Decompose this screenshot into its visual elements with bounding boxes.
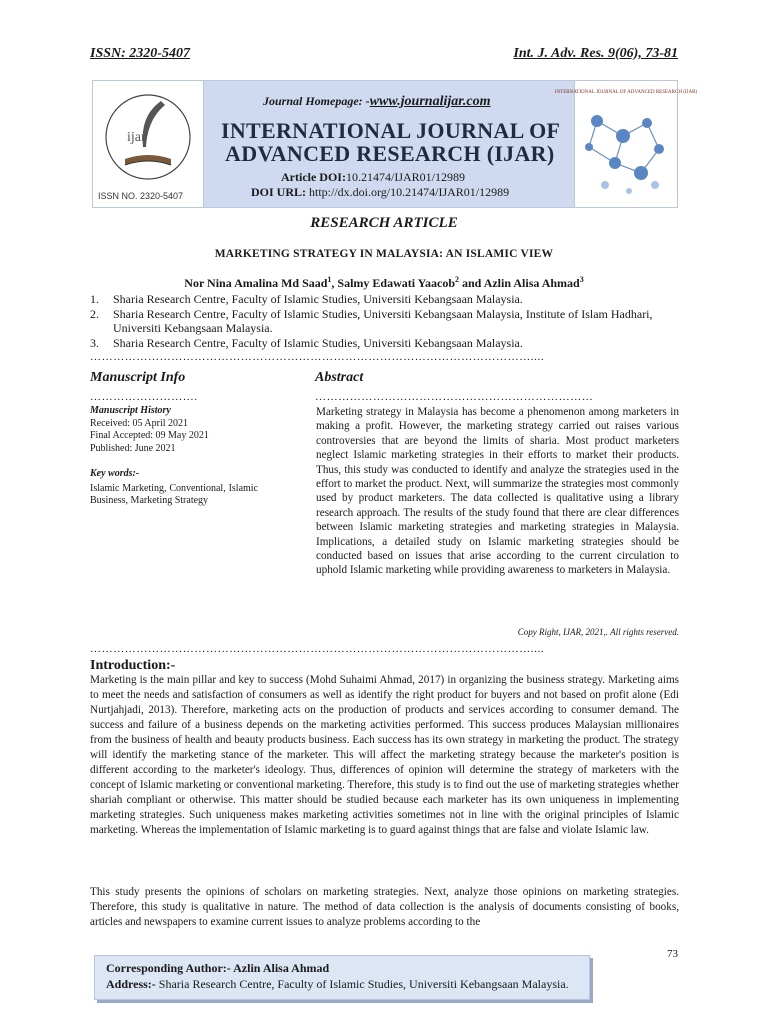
affiliation-number: 1. xyxy=(90,292,99,306)
introduction-paragraph: Marketing is the main pillar and key to success (Mohd Suhaimi Ahmad, 2017) in organizing the business strategy. Marketing aims to meet the needs and satisfaction of consumers as well as identify the right product for buyers and not based on profit alone (Edi Nurtjahjadi, 2013). Therefore, marketing acts on the production of products and services according to consumer demand. The success and failure of a business depends on the marketing activities performed. This success produces Malaysian millionaires from the business of health and beauty products business. Each success has its own strategy in marketing the product. The strategy will identify the marketing stance of the marketer. This will affect the marketing strategy because the marketer's position is different according to the marketer's ideology. Thus, differences of opinion will determine the strategy of marketers with the concept of Islamic marketing or conventional marketing. Therefore, this study is to find out the use of marketing strategies whether shariah compliant or otherwise. This matter should be studied because each marketer has its own uniqueness in implementing marketing strategies. Such uniqueness makes marketing activities sometimes not in line with the original principles of Islamic marketing. Whereas the implementation of Islamic marketing is to guard against things that are false and violate Islamic law. xyxy=(90,674,679,836)
author-name: Salmy Edawati Yaacob xyxy=(337,276,455,290)
article-doi-label: Article DOI: xyxy=(281,170,346,184)
dotted-separator-top: …………………………………………………………………………………………………….... xyxy=(90,351,545,363)
manuscript-info-panel xyxy=(90,405,258,508)
affiliation-item xyxy=(90,307,680,336)
keywords-label: Key words:- xyxy=(90,468,140,479)
introduction-heading: Introduction:- xyxy=(90,658,176,673)
journal-banner xyxy=(92,80,698,208)
corr-author-name: Azlin Alisa Ahmad xyxy=(233,961,330,975)
running-header-citation: Int. J. Adv. Res. 9(06), 73-81 xyxy=(513,46,678,61)
affiliation-item xyxy=(90,336,680,351)
affiliation-text: Sharia Research Centre, Faculty of Islamic Studies, Universiti Kebangsaan Malaysia. xyxy=(113,292,523,306)
author-separator: , xyxy=(331,276,338,290)
author-affil-sup: 2 xyxy=(455,275,459,284)
published-date: Published: June 2021 xyxy=(90,442,176,454)
corresponding-author xyxy=(106,961,329,976)
author-name: Azlin Alisa Ahmad xyxy=(483,276,580,290)
article-doi xyxy=(281,170,465,185)
doi-url xyxy=(251,185,509,200)
doi-url-link[interactable]: http://dx.doi.org/10.21474/IJAR01/12989 xyxy=(309,185,510,199)
author-name: Nor Nina Amalina Md Saad xyxy=(184,276,328,290)
author-affil-sup: 1 xyxy=(327,275,332,284)
running-header-issn: ISSN: 2320-5407 xyxy=(90,46,190,61)
doi-url-label: DOI URL: xyxy=(251,185,307,199)
article-type: RESEARCH ARTICLE xyxy=(310,215,458,231)
molecule-cover-icon xyxy=(554,81,698,207)
introduction-paragraph: This study presents the opinions of scholars on marketing strategies. Next, analyze those opinions on marketing strategies. Therefore, this study is qualitative in nature. The method of data collection is the analysis of documents consisting of books, articles and newspapers to examine current issues to analyze problems according to the xyxy=(90,886,679,928)
accepted-date: Final Accepted: 09 May 2021 xyxy=(90,430,209,441)
copyright-notice: Copy Right, IJAR, 2021,. All rights reserved. xyxy=(517,627,679,637)
journal-title xyxy=(221,119,581,165)
corr-author-label: Corresponding Author:- xyxy=(106,961,234,975)
logo-issn: ISSN NO. 2320-5407 xyxy=(98,191,184,201)
journal-cover-thumbnail xyxy=(554,81,698,207)
affiliation-number: 2. xyxy=(90,306,99,321)
affiliation-list xyxy=(90,292,680,350)
address-text: Sharia Research Centre, Faculty of Islamic Studies, Universiti Kebangsaan Malaysia. xyxy=(158,977,569,991)
page-number: 73 xyxy=(667,948,678,960)
affiliation-text: Sharia Research Centre, Faculty of Islamic Studies, Universiti Kebangsaan Malaysia. xyxy=(113,335,523,350)
manuscript-info-heading: Manuscript Info xyxy=(90,370,186,385)
author-affil-sup: 3 xyxy=(579,275,584,284)
address-label: Address:- xyxy=(106,977,159,991)
article-doi-value: 10.21474/IJAR01/12989 xyxy=(345,170,465,184)
journal-title-line2: ADVANCED RESEARCH (IJAR) xyxy=(225,141,555,166)
abstract-body: Marketing strategy in Malaysia has become a phenomenon among marketers in making a profit. However, the marketing strategy carried out raises various controversies that are beyond the limits of sharia. Most product marketers neglect Islamic marketing strategies in their efforts to market their products. Thus, this study was conducted to identify and analyze the strategies used in the effort to market the product. Next, will summarize the strategies most commonly used by product marketers. The data collected is qualitative using a library research approach. The results of the study found that there are clear differences between Islamic marketing strategies and marketing strategies in Malaysia. Implications, a detailed study on Islamic marketing strategies should be conducted based on issues that arise according to the current circulation to uphold Islamic marketing while providing awareness to marketers in Malaysia. xyxy=(316,406,679,577)
manuscript-history-label: Manuscript History xyxy=(90,405,171,416)
author-separator: and xyxy=(459,276,484,290)
dotted-separator-bottom: …………………………………………………………………………………………………….... xyxy=(90,643,545,655)
dotted-separator-abstract: ……………………………………………………………… xyxy=(315,391,594,403)
abstract-heading: Abstract xyxy=(315,370,364,385)
affiliation-item xyxy=(90,292,680,307)
dotted-separator-info: ………………………. xyxy=(90,391,198,403)
affiliation-text: Sharia Research Centre, Faculty of Islamic Studies, Universiti Kebangsaan Malaysia, Institute of Islam Hadhari, Universiti Kebangsaan Malaysia. xyxy=(113,306,653,335)
homepage-label: Journal Homepage: - xyxy=(263,94,370,108)
journal-title-line1: INTERNATIONAL JOURNAL OF xyxy=(221,118,561,143)
journal-homepage xyxy=(263,94,491,110)
journal-logo xyxy=(93,81,204,207)
affiliation-number: 3. xyxy=(90,335,99,350)
homepage-url-link[interactable]: www.journalijar.com xyxy=(369,94,491,109)
keywords-text: Islamic Marketing, Conventional, Islamic Business, Marketing Strategy xyxy=(90,482,258,506)
paper-title: MARKETING STRATEGY IN MALAYSIA: AN ISLAMIC VIEW xyxy=(214,248,554,260)
corresponding-address xyxy=(106,977,569,992)
quill-book-logo-icon xyxy=(103,89,193,187)
logo-text: ijar xyxy=(127,130,146,145)
corresponding-author-box xyxy=(94,955,590,1000)
author-list xyxy=(0,275,768,291)
cover-title: INTERNATIONAL JOURNAL OF ADVANCED RESEARCH (IJAR) xyxy=(554,90,698,95)
received-date: Received: 05 April 2021 xyxy=(90,417,189,429)
